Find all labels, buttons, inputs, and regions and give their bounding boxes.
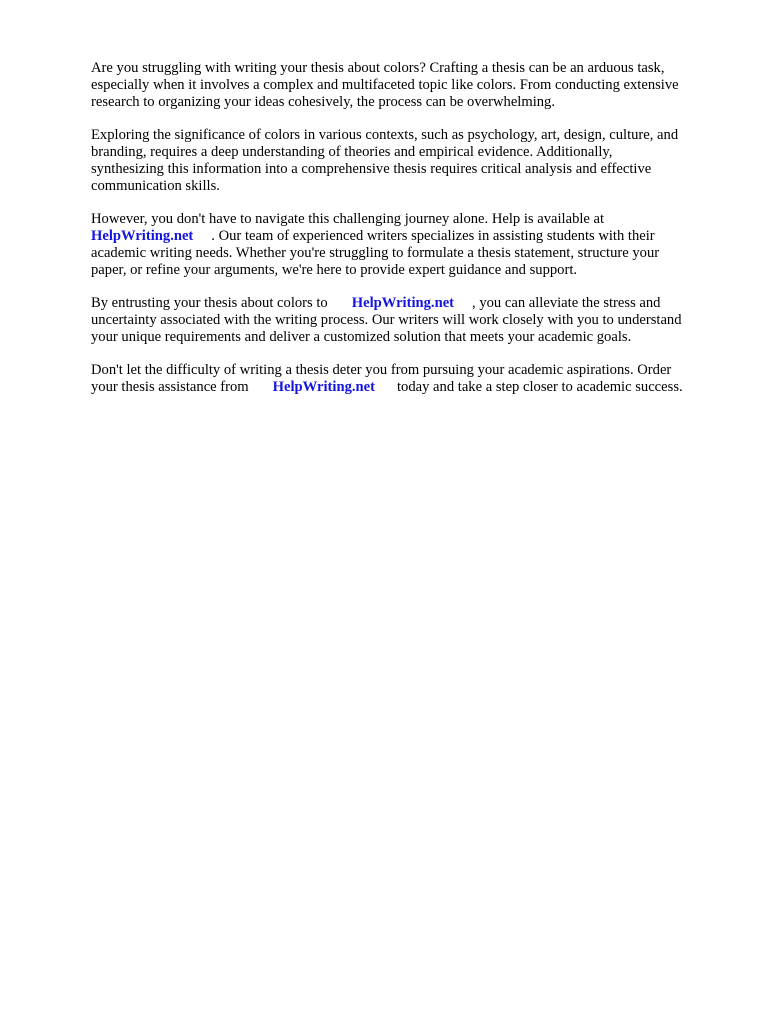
helpwriting-link-2[interactable]: HelpWriting.net [351,295,455,311]
paragraph-intro [91,60,731,111]
document-body [91,60,731,412]
text-line: communication skills. [91,178,220,194]
text-line: Don't let the difficulty of writing a thesis deter you from pursuing your academic aspirations. Order [91,362,672,378]
paragraph-closing [91,362,731,396]
text-line: branding, requires a deep understanding of theories and empirical evidence. Additionally, [91,144,613,160]
text-line: uncertainty associated with the writing process. Our writers will work closely with you to understand [91,312,682,328]
text-line: paper, or refine your arguments, we're here to provide expert guidance and support. [91,262,578,278]
text-line: academic writing needs. Whether you're struggling to formulate a thesis statement, structure your [91,245,660,261]
paragraph-exploring [91,127,731,195]
text-line [91,295,731,312]
paragraph-entrusting [91,295,731,346]
text-line: However, you don't have to navigate this challenging journey alone. Help is available at [91,211,605,227]
text-line [91,379,731,396]
text-fragment: today and take a step closer to academic success. [396,379,683,395]
text-line: research to organizing your ideas cohesively, the process can be overwhelming. [91,94,555,110]
paragraph-help-available [91,211,731,279]
text-line: Exploring the significance of colors in various contexts, such as psychology, art, design, culture, and [91,127,679,143]
text-line: Are you struggling with writing your thesis about colors? Crafting a thesis can be an arduous task, [91,60,665,76]
text-line: synthesizing this information into a comprehensive thesis requires critical analysis and effective [91,161,652,177]
text-fragment: . Our team of experienced writers specializes in assisting students with their [211,228,655,244]
text-line: especially when it involves a complex and multifaceted topic like colors. From conducting extensive [91,77,679,93]
helpwriting-link-3[interactable]: HelpWriting.net [272,379,375,395]
text-line: your unique requirements and deliver a customized solution that meets your academic goals. [91,329,632,345]
text-line [91,228,731,245]
text-fragment: , you can alleviate the stress and [472,295,661,311]
helpwriting-link-1[interactable]: HelpWriting.net [91,228,194,244]
text-fragment: By entrusting your thesis about colors to [91,295,328,311]
text-fragment: your thesis assistance from [91,379,249,395]
